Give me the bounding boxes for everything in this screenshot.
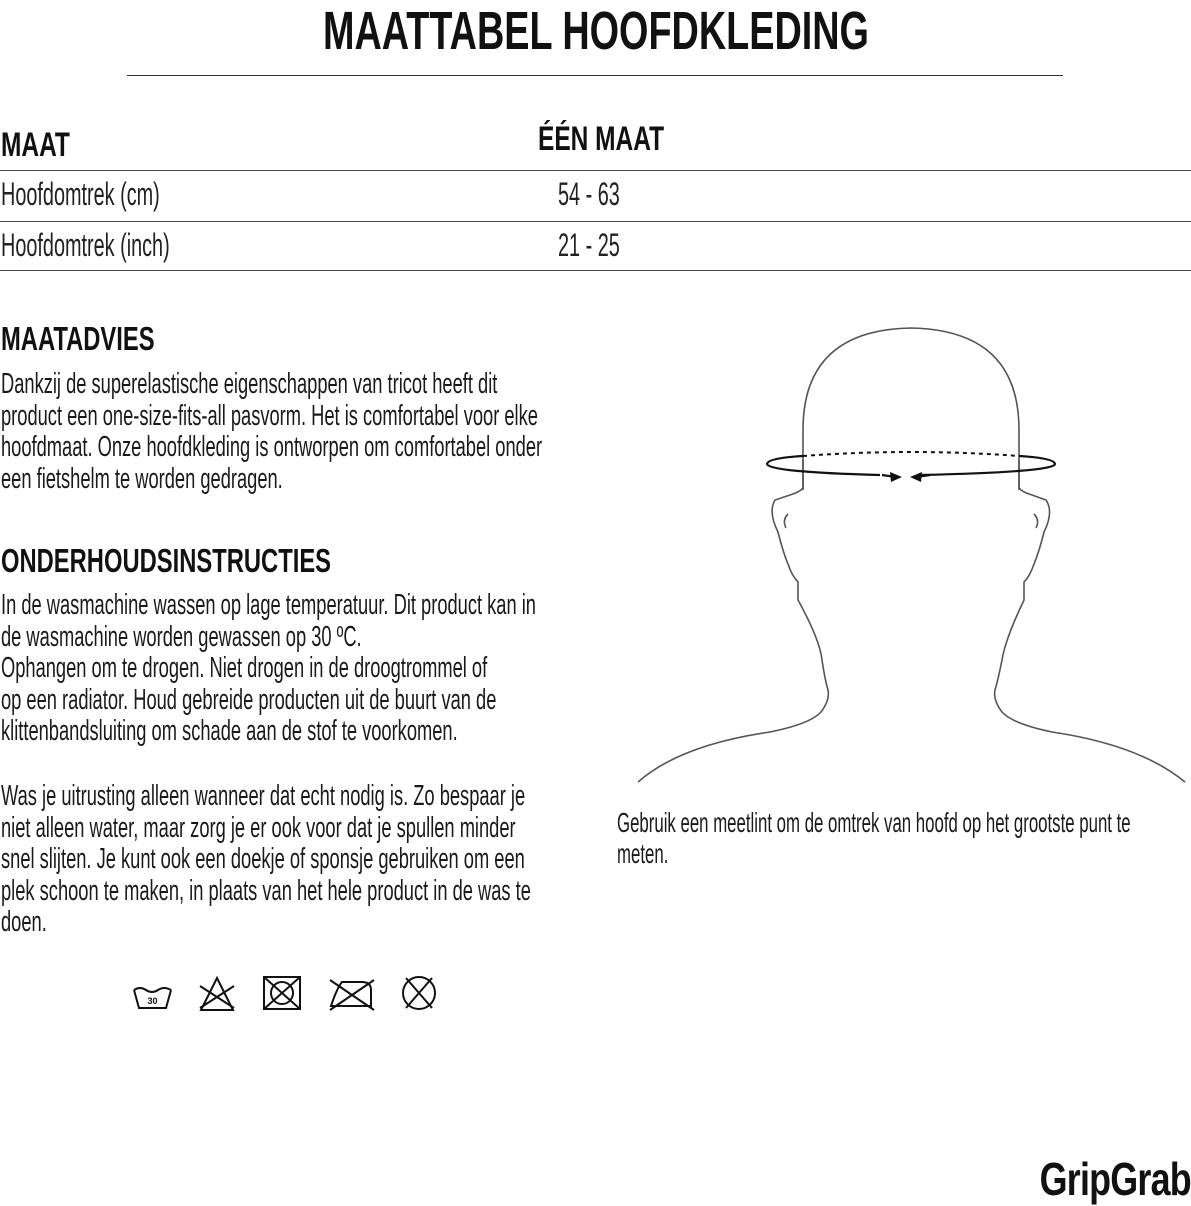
size-advice-line: Dankzij de superelastische eigenschappen van tricot heeft dit — [1, 368, 498, 400]
size-advice-line: een fietshelm te worden gedragen. — [1, 462, 283, 495]
care-line: de wasmachine worden gewassen op 30 ºC. — [1, 620, 362, 653]
care-text-2 — [1, 781, 531, 939]
size-advice-text — [1, 369, 542, 495]
care-line: klittenbandsluiting om schade aan de stof te voorkomen. — [1, 715, 458, 747]
no-dry-clean-icon — [403, 977, 435, 1009]
caption-line: meten. — [617, 838, 669, 869]
caption-line: Gebruik een meetlint om de omtrek van hoofd op het grootste punt te — [617, 807, 1131, 838]
size-table-header — [0, 118, 1191, 166]
table-row — [0, 172, 1191, 220]
no-iron-icon — [330, 980, 374, 1010]
svg-text:30: 30 — [147, 996, 158, 1006]
size-advice-line: product een one-size-fits-all pasvorm. Het is comfortabel voor elke — [1, 399, 538, 432]
table-rule — [0, 270, 1191, 271]
row-value-cm: 54 - 63 — [558, 176, 620, 212]
row-label-inch: Hoofdomtrek (inch) — [1, 227, 170, 263]
measure-caption — [617, 807, 1131, 869]
care-line: doen. — [1, 906, 47, 938]
table-rule — [0, 170, 1191, 171]
table-row — [0, 222, 1191, 270]
title-divider — [127, 75, 1063, 76]
gripgrab-logo: GripGrab — [1039, 1153, 1191, 1205]
care-line: In de wasmachine wassen op lage temperatuur. Dit product kan in — [1, 589, 536, 621]
head-measure-illustration — [620, 320, 1191, 800]
size-advice-line: hoofdmaat. Onze hoofdkleding is ontworpen om comfortabel onder — [1, 431, 543, 463]
row-value-inch: 21 - 25 — [558, 227, 620, 263]
arrow-right-icon — [890, 472, 902, 482]
care-line: op een radiator. Houd gebreide producten uit de buurt van de — [1, 683, 497, 716]
no-bleach-icon — [200, 978, 234, 1010]
row-label-cm: Hoofdomtrek (cm) — [1, 176, 160, 212]
wash-30-icon — [134, 988, 171, 1008]
care-line: Was je uitrusting alleen wanneer dat echt nodig is. Zo bespaar je — [1, 780, 526, 812]
measuring-tape-icon — [767, 452, 1055, 477]
care-line: Ophangen om te drogen. Niet drogen in de droogtrommel of — [1, 652, 488, 684]
care-line: niet alleen water, maar zorg je er ook voor dat je spullen minder — [1, 811, 516, 844]
care-text-1 — [1, 590, 536, 748]
care-symbols — [128, 968, 448, 1018]
no-tumble-dry-icon — [264, 977, 300, 1009]
care-heading: ONDERHOUDSINSTRUCTIES — [1, 542, 332, 579]
page-title — [0, 0, 1191, 62]
size-advice-heading: MAATADVIES — [1, 320, 155, 357]
page-title-text: MAATTABEL HOOFDKLEDING — [322, 1, 869, 61]
care-line: plek schoon te maken, in plaats van het hele product in de was te — [1, 874, 531, 907]
head-outline — [638, 328, 1185, 782]
arrow-left-icon — [910, 472, 922, 482]
size-table-size-header: ÉÉN MAAT — [538, 120, 665, 158]
size-table-label-header: MAAT — [1, 126, 70, 164]
care-line: snel slijten. Je kunt ook een doekje of sponsje gebruiken om een — [1, 843, 525, 875]
